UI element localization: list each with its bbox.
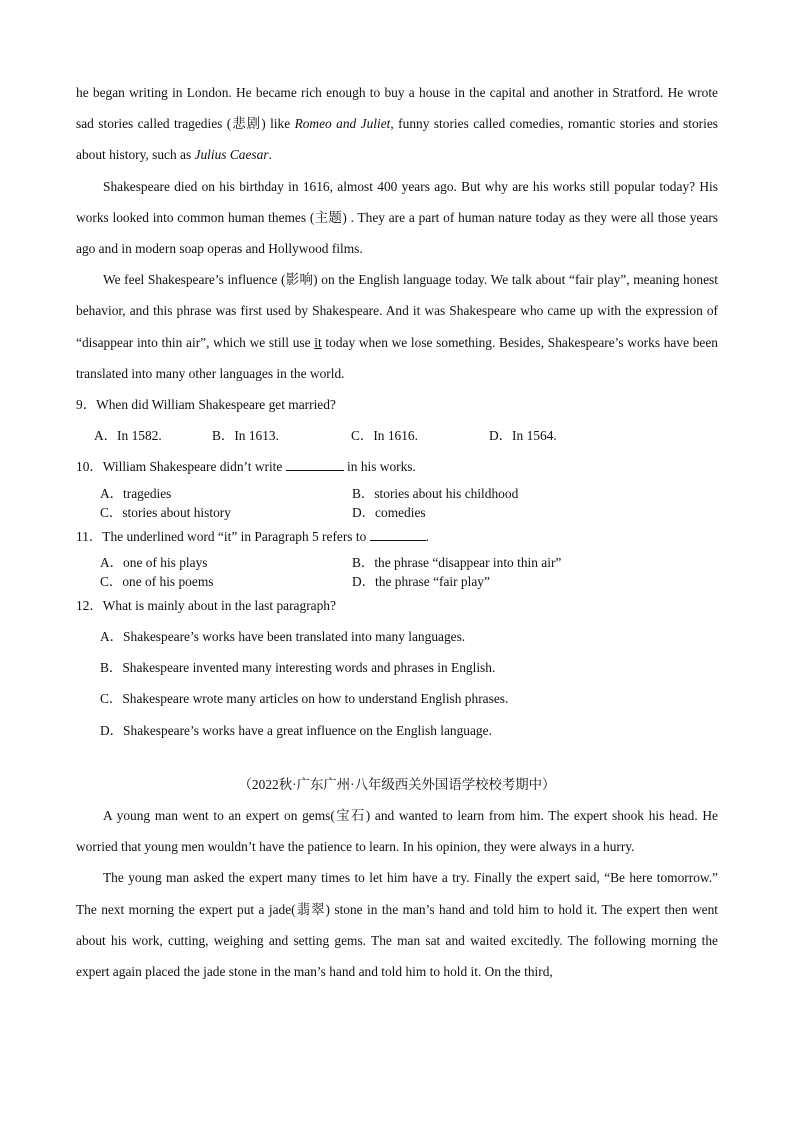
question-11-option-d[interactable]: D．the phrase “fair play” bbox=[352, 573, 490, 589]
question-9-option-c[interactable]: C．In 1616. bbox=[351, 428, 418, 444]
question-10-option-d[interactable]: D．comedies bbox=[352, 504, 426, 520]
question-9-options bbox=[76, 420, 718, 451]
question-12-option-b[interactable]: B．Shakespeare invented many interesting words and phrases in English. bbox=[100, 660, 496, 676]
question-9-option-b[interactable]: B．In 1613. bbox=[212, 428, 279, 444]
question-11-option-c[interactable]: C．one of his poems bbox=[100, 573, 214, 589]
question-10-options bbox=[76, 483, 718, 521]
passage2-paragraph-1: A young man went to an expert on gems(宝石) and wanted to learn from him. The expert shook his head. He worried that young men wouldn’t have the patience to learn. In his opinion, they were always in a hurry. bbox=[76, 808, 718, 855]
passage2-paragraph-2: The young man asked the expert many times to let him have a try. Finally the expert said, “Be here tomorrow.” The next morning the expert put a jade(翡翠) stone in the man’s hand and told him to hold it. The expert then went about his work, cutting, weighing and setting gems. The man sat and waited excitedly. The following morning the expert again placed the jade stone in the man’s hand and told him to hold it. On the third, bbox=[76, 870, 718, 980]
passage1-paragraph-3: We feel Shakespeare’s influence (影响) on the English language today. We talk about “fair play”, meaning honest behavior, and this phrase was first used by Shakespeare. And it was Shakespeare who came up with the expression of “disappear into thin air”, which we still use it today when we lose something. Besides, Shakespeare’s works have been translated into many other languages in the world. bbox=[76, 272, 718, 381]
question-10-option-c[interactable]: C．stories about history bbox=[100, 504, 231, 520]
passage2-source: （2022秋·广东广州·八年级西关外国语学校校考期中） bbox=[238, 776, 556, 792]
question-9-option-a[interactable]: A．In 1582. bbox=[94, 428, 162, 444]
underlined-word-it: it bbox=[314, 334, 322, 350]
question-11-stem: 11．The underlined word “it” in Paragraph 5 refers to . bbox=[76, 528, 429, 544]
question-9-option-d[interactable]: D．In 1564. bbox=[489, 428, 557, 444]
passage1-paragraph-2: Shakespeare died on his birthday in 1616, almost 400 years ago. But why are his works still popular today? His works looked into common human themes (主题) . They are a part of human nature today as they were all those years ago and in modern soap operas and Hollywood films. bbox=[76, 178, 718, 257]
question-11-options bbox=[76, 552, 718, 590]
document-page bbox=[76, 77, 718, 987]
question-9-stem: 9．When did William Shakespeare get married? bbox=[76, 397, 336, 413]
question-10-stem: 10．William Shakespeare didn’t write in his works. bbox=[76, 459, 416, 475]
question-10-option-a[interactable]: A．tragedies bbox=[100, 485, 172, 501]
question-12-option-c[interactable]: C．Shakespeare wrote many articles on how to understand English phrases. bbox=[100, 691, 509, 707]
answer-blank[interactable] bbox=[370, 528, 426, 541]
question-10-option-b[interactable]: B．stories about his childhood bbox=[352, 485, 519, 501]
question-11-option-a[interactable]: A．one of his plays bbox=[100, 554, 208, 570]
passage1-paragraph-1: he began writing in London. He became rich enough to buy a house in the capital and another in Stratford. He wrote sad stories called tragedies (悲剧) like Romeo and Juliet, funny stories called comedies, romantic stories and stories about history, such as Julius Caesar. bbox=[76, 85, 718, 163]
question-12-option-a[interactable]: A．Shakespeare’s works have been translated into many languages. bbox=[100, 629, 466, 645]
title-julius-caesar: Julius Caesar bbox=[194, 147, 269, 163]
answer-blank[interactable] bbox=[286, 458, 344, 471]
question-11-option-b[interactable]: B．the phrase “disappear into thin air” bbox=[352, 554, 562, 570]
question-12-stem: 12．What is mainly about in the last paragraph? bbox=[76, 597, 336, 613]
question-12-option-d[interactable]: D．Shakespeare’s works have a great influence on the English language. bbox=[100, 722, 492, 738]
title-romeo-and-juliet: Romeo and Juliet bbox=[294, 116, 391, 132]
